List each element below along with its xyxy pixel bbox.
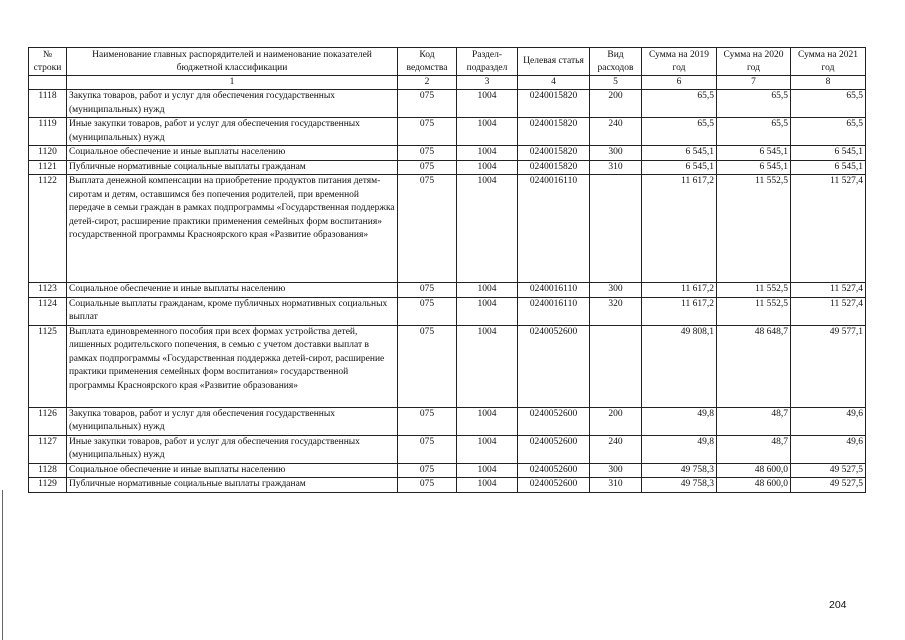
sum-2019-cell: 49 808,1 bbox=[642, 325, 717, 407]
ved-code-cell: 075 bbox=[398, 435, 457, 463]
table-row bbox=[29, 283, 866, 298]
target-article-cell: 0240015820 bbox=[518, 118, 590, 146]
ved-code-cell: 075 bbox=[398, 283, 457, 298]
col-number-cell: 6 bbox=[642, 76, 717, 90]
table-row bbox=[29, 146, 866, 161]
row-number-cell: 1129 bbox=[29, 478, 67, 493]
table-row bbox=[29, 478, 866, 493]
sum-2021-cell: 6 545,1 bbox=[791, 146, 866, 161]
sum-2020-cell: 11 552,5 bbox=[717, 297, 791, 325]
header-vid: Вид расходов bbox=[590, 48, 642, 76]
ved-code-cell: 075 bbox=[398, 118, 457, 146]
ved-code-cell: 075 bbox=[398, 407, 457, 435]
row-name-cell: Публичные нормативные социальные выплаты гражданам bbox=[67, 478, 398, 493]
table-row bbox=[29, 175, 866, 283]
target-article-cell: 0240016110 bbox=[518, 175, 590, 283]
sum-2020-cell: 48 648,7 bbox=[717, 325, 791, 407]
expense-type-cell: 310 bbox=[590, 160, 642, 175]
razdel-cell: 1004 bbox=[457, 146, 518, 161]
expense-type-cell: 300 bbox=[590, 146, 642, 161]
col-number-cell: 3 bbox=[457, 76, 518, 90]
row-name-cell: Публичные нормативные социальные выплаты гражданам bbox=[67, 160, 398, 175]
expense-type-cell: 300 bbox=[590, 283, 642, 298]
budget-table bbox=[28, 47, 866, 493]
razdel-cell: 1004 bbox=[457, 160, 518, 175]
sum-2021-cell: 49 577,1 bbox=[791, 325, 866, 407]
table-row bbox=[29, 435, 866, 463]
ved-code-cell: 075 bbox=[398, 160, 457, 175]
row-name-cell: Социальное обеспечение и иные выплаты населению bbox=[67, 463, 398, 478]
row-name-cell: Выплата денежной компенсации на приобретение продуктов питания детям-сиротам и детям, оставшимся без попечения родителей, при временной передаче в семьи граждан в рамках подпрограммы «Государственная поддержка детей-сирот, расширение практики применения семейных форм воспитания» государственной программы Красноярского края «Развитие образования» bbox=[67, 175, 398, 283]
column-number-row bbox=[29, 76, 866, 90]
target-article-cell: 0240015820 bbox=[518, 90, 590, 118]
row-number-cell: 1124 bbox=[29, 297, 67, 325]
target-article-cell: 0240052600 bbox=[518, 407, 590, 435]
col-number-cell: 2 bbox=[398, 76, 457, 90]
sum-2020-cell: 6 545,1 bbox=[717, 160, 791, 175]
row-name-cell: Иные закупки товаров, работ и услуг для обеспечения государственных (муниципальных) нужд bbox=[67, 118, 398, 146]
sum-2019-cell: 49 758,3 bbox=[642, 463, 717, 478]
sum-2019-cell: 6 545,1 bbox=[642, 146, 717, 161]
row-name-cell: Закупка товаров, работ и услуг для обеспечения государственных (муниципальных) нужд bbox=[67, 90, 398, 118]
sum-2020-cell: 65,5 bbox=[717, 90, 791, 118]
expense-type-cell: 240 bbox=[590, 118, 642, 146]
sum-2019-cell: 11 617,2 bbox=[642, 283, 717, 298]
razdel-cell: 1004 bbox=[457, 297, 518, 325]
sum-2021-cell: 11 527,4 bbox=[791, 175, 866, 283]
sum-2019-cell: 65,5 bbox=[642, 90, 717, 118]
row-number-cell: 1119 bbox=[29, 118, 67, 146]
header-sum-2020: Сумма на 2020 год bbox=[717, 48, 791, 76]
sum-2020-cell: 11 552,5 bbox=[717, 283, 791, 298]
row-number-cell: 1122 bbox=[29, 175, 67, 283]
sum-2021-cell: 65,5 bbox=[791, 90, 866, 118]
sum-2020-cell: 6 545,1 bbox=[717, 146, 791, 161]
table-row bbox=[29, 407, 866, 435]
ved-code-cell: 075 bbox=[398, 463, 457, 478]
header-target: Целевая статья bbox=[518, 48, 590, 76]
sum-2020-cell: 11 552,5 bbox=[717, 175, 791, 283]
row-number-cell: 1127 bbox=[29, 435, 67, 463]
row-name-cell: Выплата единовременного пособия при всех формах устройства детей, лишенных родительского попечения, в семью с учетом доставки выплат в рамках подпрограммы «Государственная поддержка детей-сирот, расширение практики применения семейных форм воспитания» государственной программы Красноярского края «Развитие образования» bbox=[67, 325, 398, 407]
col-number-cell: 7 bbox=[717, 76, 791, 90]
sum-2021-cell: 49,6 bbox=[791, 435, 866, 463]
sum-2019-cell: 6 545,1 bbox=[642, 160, 717, 175]
sum-2019-cell: 49,8 bbox=[642, 407, 717, 435]
col-number-cell: 1 bbox=[67, 76, 398, 90]
target-article-cell: 0240015820 bbox=[518, 146, 590, 161]
row-name-cell: Социальные выплаты гражданам, кроме публичных нормативных социальных выплат bbox=[67, 297, 398, 325]
expense-type-cell: 240 bbox=[590, 435, 642, 463]
table-row bbox=[29, 325, 866, 407]
col-number-cell: 4 bbox=[518, 76, 590, 90]
razdel-cell: 1004 bbox=[457, 90, 518, 118]
sum-2020-cell: 48 600,0 bbox=[717, 463, 791, 478]
sum-2020-cell: 48,7 bbox=[717, 435, 791, 463]
expense-type-cell bbox=[590, 325, 642, 407]
ved-code-cell: 075 bbox=[398, 175, 457, 283]
razdel-cell: 1004 bbox=[457, 283, 518, 298]
row-number-cell: 1125 bbox=[29, 325, 67, 407]
razdel-cell: 1004 bbox=[457, 463, 518, 478]
sum-2020-cell: 65,5 bbox=[717, 118, 791, 146]
ved-code-cell: 075 bbox=[398, 90, 457, 118]
sum-2019-cell: 11 617,2 bbox=[642, 175, 717, 283]
sum-2020-cell: 48 600,0 bbox=[717, 478, 791, 493]
page-edge-line bbox=[2, 490, 3, 640]
header-sum-2021: Сумма на 2021 год bbox=[791, 48, 866, 76]
target-article-cell: 0240052600 bbox=[518, 463, 590, 478]
sum-2019-cell: 49,8 bbox=[642, 435, 717, 463]
razdel-cell: 1004 bbox=[457, 478, 518, 493]
header-row bbox=[29, 48, 866, 76]
ved-code-cell: 075 bbox=[398, 297, 457, 325]
row-name-cell: Закупка товаров, работ и услуг для обеспечения государственных (муниципальных) нужд bbox=[67, 407, 398, 435]
ved-code-cell: 075 bbox=[398, 478, 457, 493]
header-name: Наименование главных распорядителей и наименование показателей бюджетной классификации bbox=[67, 48, 398, 76]
sum-2019-cell: 11 617,2 bbox=[642, 297, 717, 325]
row-name-cell: Социальное обеспечение и иные выплаты населению bbox=[67, 146, 398, 161]
row-name-cell: Социальное обеспечение и иные выплаты населению bbox=[67, 283, 398, 298]
sum-2021-cell: 49 527,5 bbox=[791, 478, 866, 493]
header-ved: Код ведомства bbox=[398, 48, 457, 76]
expense-type-cell bbox=[590, 175, 642, 283]
sum-2021-cell: 49,6 bbox=[791, 407, 866, 435]
ved-code-cell: 075 bbox=[398, 146, 457, 161]
table-row bbox=[29, 118, 866, 146]
row-number-cell: 1118 bbox=[29, 90, 67, 118]
target-article-cell: 0240052600 bbox=[518, 325, 590, 407]
row-name-cell: Иные закупки товаров, работ и услуг для обеспечения государственных (муниципальных) нужд bbox=[67, 435, 398, 463]
row-number-cell: 1126 bbox=[29, 407, 67, 435]
col-number-cell bbox=[29, 76, 67, 90]
expense-type-cell: 200 bbox=[590, 407, 642, 435]
sum-2020-cell: 48,7 bbox=[717, 407, 791, 435]
sum-2021-cell: 49 527,5 bbox=[791, 463, 866, 478]
sum-2021-cell: 65,5 bbox=[791, 118, 866, 146]
razdel-cell: 1004 bbox=[457, 407, 518, 435]
header-row-number: № строки bbox=[29, 48, 67, 76]
sum-2019-cell: 49 758,3 bbox=[642, 478, 717, 493]
expense-type-cell: 300 bbox=[590, 463, 642, 478]
header-sum-2019: Сумма на 2019 год bbox=[642, 48, 717, 76]
sum-2019-cell: 65,5 bbox=[642, 118, 717, 146]
expense-type-cell: 310 bbox=[590, 478, 642, 493]
header-razdel: Раздел-подраздел bbox=[457, 48, 518, 76]
col-number-cell: 5 bbox=[590, 76, 642, 90]
sum-2021-cell: 6 545,1 bbox=[791, 160, 866, 175]
target-article-cell: 0240052600 bbox=[518, 478, 590, 493]
target-article-cell: 0240016110 bbox=[518, 297, 590, 325]
col-number-cell: 8 bbox=[791, 76, 866, 90]
sum-2021-cell: 11 527,4 bbox=[791, 283, 866, 298]
target-article-cell: 0240015820 bbox=[518, 160, 590, 175]
table-row bbox=[29, 297, 866, 325]
expense-type-cell: 200 bbox=[590, 90, 642, 118]
sum-2021-cell: 11 527,4 bbox=[791, 297, 866, 325]
row-number-cell: 1128 bbox=[29, 463, 67, 478]
table-row bbox=[29, 160, 866, 175]
razdel-cell: 1004 bbox=[457, 118, 518, 146]
row-number-cell: 1121 bbox=[29, 160, 67, 175]
target-article-cell: 0240016110 bbox=[518, 283, 590, 298]
table-row bbox=[29, 463, 866, 478]
razdel-cell: 1004 bbox=[457, 325, 518, 407]
ved-code-cell: 075 bbox=[398, 325, 457, 407]
razdel-cell: 1004 bbox=[457, 435, 518, 463]
razdel-cell: 1004 bbox=[457, 175, 518, 283]
row-number-cell: 1120 bbox=[29, 146, 67, 161]
target-article-cell: 0240052600 bbox=[518, 435, 590, 463]
table-row bbox=[29, 90, 866, 118]
expense-type-cell: 320 bbox=[590, 297, 642, 325]
page-number: 204 bbox=[829, 599, 847, 611]
row-number-cell: 1123 bbox=[29, 283, 67, 298]
